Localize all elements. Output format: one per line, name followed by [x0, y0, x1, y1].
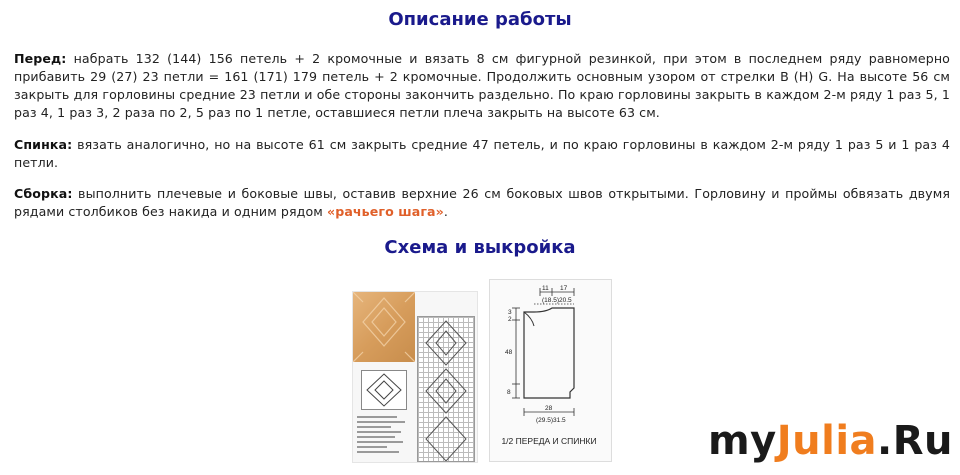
dim-top-2: 17: [560, 285, 568, 292]
diamond-chart-icon: [361, 370, 407, 410]
front-label: Перед:: [14, 51, 67, 66]
assembly-paragraph: [14, 185, 950, 221]
dim-neck-2: 2: [508, 316, 512, 323]
knit-sample-photo: [353, 292, 415, 362]
crab-stitch-link[interactable]: «рачьего шага»: [326, 204, 444, 219]
back-paragraph: [14, 136, 950, 172]
dim-width-sub: (29.5)31.5: [536, 417, 566, 424]
schema-title: Схема и выкройка: [384, 237, 576, 258]
dim-neck-1: 3: [508, 309, 512, 316]
front-paragraph: [14, 50, 950, 122]
back-text: вязать аналогично, но на высоте 61 см закрыть средние 47 петель, и по краю горловины в каждом 2-м ряду 1 раз 5 и 1 раз 4 петли.: [14, 137, 950, 170]
assembly-text: выполнить плечевые и боковые швы, оставив верхние 26 см боковых швов открытыми. Горловину и проймы обвязать двумя рядами столбиков без накида и одним рядом: [14, 186, 950, 219]
schematic-caption: 1/2 ПЕРЕДА И СПИНКИ: [501, 436, 597, 446]
dim-shoulder: (18.5)20.5: [542, 297, 572, 304]
chart-legend-text: [357, 416, 413, 456]
description-title: Описание работы: [388, 9, 572, 30]
knitting-pattern-image: [352, 291, 478, 463]
myjulia-logo[interactable]: [708, 418, 953, 464]
dim-height-bottom: 8: [507, 389, 511, 396]
logo-part-ru: .Ru: [877, 418, 954, 464]
front-text: набрать 132 (144) 156 петель + 2 кромочные и вязать 8 см фигурной резинкой, при этом в последнем ряду равномерно прибавить 29 (27) 23 петли = 161 (171) 179 петель + 2 кромочные. Продолжить основным узором от стрелки В (Н) G. На высоте 56 см закрыть для горловины средние 23 петли и обе стороны закончить раздельно. По краю горловины закрыть в каждом 2-м ряду 1 раз 5, 1 раз 4, 1 раз 3, 2 раза по 2, 5 раз по 1 петле, оставшиеся петли плеча закрыть на высоте 63 см.: [14, 51, 950, 120]
dim-height-main: 48: [505, 349, 513, 356]
back-label: Спинка:: [14, 137, 73, 152]
logo-part-julia: Julia: [776, 418, 878, 464]
assembly-end: .: [443, 204, 448, 219]
assembly-label: Сборка:: [14, 186, 73, 201]
logo-part-my: my: [708, 418, 777, 464]
dim-width-main: 28: [545, 405, 553, 412]
pattern-chart-grid: [417, 316, 475, 462]
dim-top-1: 11: [542, 285, 549, 292]
garment-schematic: [489, 279, 612, 462]
